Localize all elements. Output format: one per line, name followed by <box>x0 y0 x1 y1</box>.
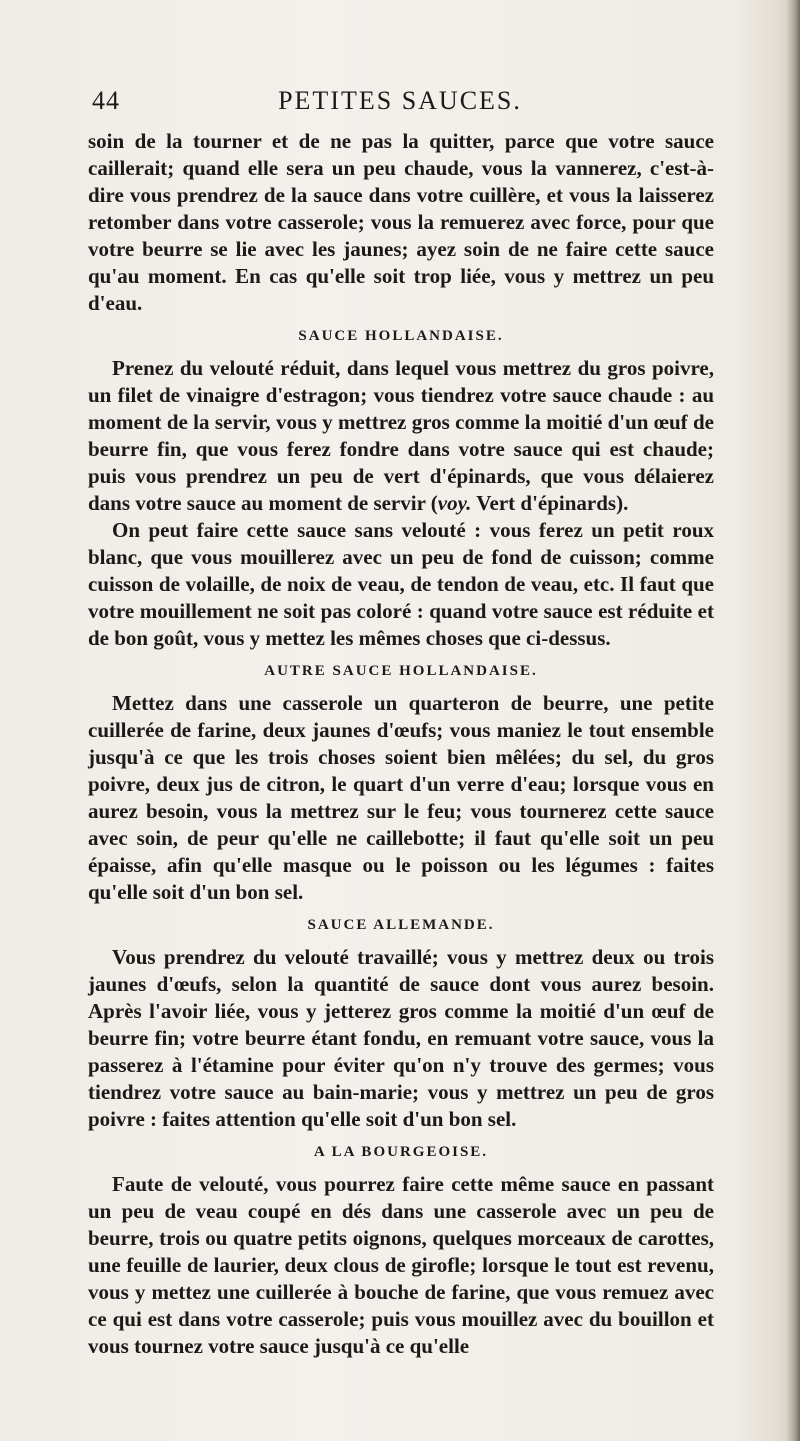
section-heading-autre-sauce-hollandaise: AUTRE SAUCE HOLLANDAISE. <box>264 663 538 679</box>
running-head: PETITES SAUCES. <box>278 86 522 115</box>
section-heading-sauce-hollandaise: SAUCE HOLLANDAISE. <box>298 328 504 344</box>
section-heading-a-la-bourgeoise: A LA BOURGEOISE. <box>313 1144 489 1160</box>
paragraph-text: Vert d'épinards). <box>471 491 629 515</box>
paragraph-a-la-bourgeoise: Faute de velouté, vous pourrez faire cette même sauce en passant un peu de veau coupé en dés dans une casserole avec un peu de beurre, trois ou quatre petits oignons, quelques morceaux de carottes, une feuille de laurier, deux clous de girofle; lorsque le tout est revenu, vous y mettez une cuillerée à bouche de farine, que vous remuez avec ce qui est dans votre casserole; puis vous mouillez avec du bouillon et vous tournez votre sauce jusqu'à ce qu'elle <box>88 1172 714 1358</box>
paragraph-sauce-hollandaise <box>88 355 714 517</box>
page-number: 44 <box>92 86 120 115</box>
page-edge-shadow <box>786 0 800 1441</box>
page-header <box>92 86 708 126</box>
paragraph-autre-sauce-hollandaise: Mettez dans une casserole un quarteron de beurre, une petite cuillerée de farine, deux jaunes d'œufs; vous maniez le tout ensemble jusqu'à ce que les trois choses soient bien mêlées; du sel, du gros poivre, deux jus de citron, le quart d'un verre d'eau; lorsque vous en aurez besoin, vous la mettrez sur le feu; vous tournerez cette sauce avec soin, de peur qu'elle ne caillebotte; il faut qu'elle soit un peu épaisse, afin qu'elle masque ou le poisson ou les légumes : faites qu'elle soit d'un bon sel. <box>88 691 714 904</box>
page-body <box>88 128 714 1360</box>
paragraph-text: Prenez du velouté réduit, dans lequel vous mettrez du gros poivre, un filet de vinaigre d'estragon; vous tiendrez votre sauce chaude : au moment de la servir, vous y mettrez gros comme la moitié d'un œuf de beurre fin, que vous ferez fondre dans votre sauce qui est chaude; puis vous prendrez un peu de vert d'épinards, que vous délaierez dans votre sauce au moment de servir ( <box>88 356 714 515</box>
paragraph-sauce-allemande: Vous prendrez du velouté travaillé; vous y mettrez deux ou trois jaunes d'œufs, selon la quantité de sauce dont vous aurez besoin. Après l'avoir liée, vous y jetterez gros comme la moitié d'un œuf de beurre fin; votre beurre étant fondu, en remuant votre sauce, vous la passerez à l'étamine pour éviter qu'on n'y trouve des germes; vous tiendrez votre sauce au bain-marie; vous y mettrez un peu de gros poivre : faites attention qu'elle soit d'un bon sel. <box>88 945 714 1131</box>
paragraph-sans-veloute: On peut faire cette sauce sans velouté : vous ferez un petit roux blanc, que vous mouillerez avec un peu de fond de cuisson; comme cuisson de volaille, de noix de veau, de tendon de veau, etc. Il faut que votre mouillement ne soit pas coloré : quand votre sauce est réduite et de bon goût, vous y mettez les mêmes choses que ci-dessus. <box>88 518 714 650</box>
paragraph-continued: soin de la tourner et de ne pas la quitter, parce que votre sauce caillerait; quand elle sera un peu chaude, vous la vannerez, c'est-à-dire vous prendrez de la sauce dans votre cuillère, et vous la laisserez retomber dans votre casserole; vous la remuerez avec force, pour que votre beurre se lie avec les jaunes; ayez soin de ne faire cette sauce qu'au moment. En cas qu'elle soit trop liée, vous y mettrez un peu d'eau. <box>88 129 714 315</box>
section-heading-sauce-allemande: SAUCE ALLEMANDE. <box>307 917 495 933</box>
cross-reference: voy. <box>437 491 472 515</box>
